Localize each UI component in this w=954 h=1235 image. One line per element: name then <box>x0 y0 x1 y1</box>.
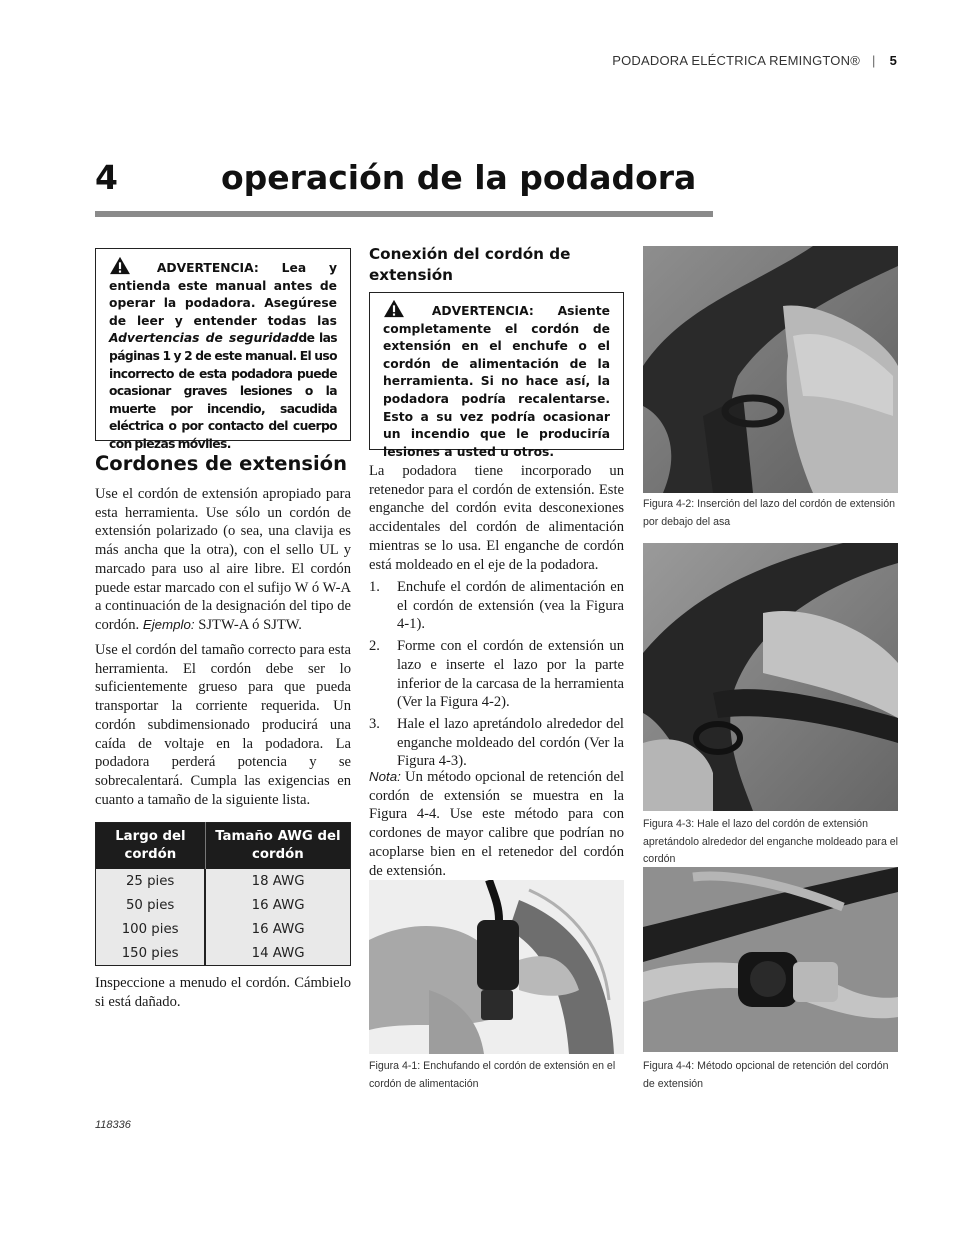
step-text: Forme con el cordón de extensión un lazo e inserte el lazo por la parte inferior de la carcasa de la herramienta (Ver la Figura 4-2). <box>397 638 624 711</box>
table-cell-length: 150 pies <box>96 941 206 966</box>
warning-text: Lea y entienda este manual antes de operar la podadora. Asegúrese de leer y entender todas las <box>109 261 338 328</box>
example-text: SJTW-A ó SJTW. <box>198 616 302 633</box>
table-row <box>96 869 351 893</box>
table-header-length: Largo del cordón <box>96 823 206 870</box>
warning-text-cont: de las páginas 1 y 2 de este manual. El uso incorrecto de esta podadora puede ocasionar graves lesiones o la muerte por incendio, sacudida eléctrica o por contacto del cuerpo con piezas móviles. <box>109 331 338 451</box>
paragraph-text: Use el cordón de extensión apropiado para esta herramienta. Use sólo un cordón de extensión polarizado (o sea, una clavija es más ancha que la otra), con el sello UL y marcado para uso al aire libre. El cordón puede estar marcado con el sufijo W ó W-A a continuación de la designación del tipo de cordón. <box>95 486 351 633</box>
figure-4-4-caption: Figura 4-4: Método opcional de retención del cordón de extensión <box>643 1060 889 1090</box>
page-number: 5 <box>889 53 897 68</box>
paragraph-note <box>369 768 624 880</box>
figure-4-3-photo <box>643 543 898 811</box>
section-heading-cordones: Cordones de extensión <box>95 452 347 475</box>
chapter-title-text: operación de la podadora <box>221 158 697 197</box>
document-number: 118336 <box>95 1119 131 1131</box>
paragraph-retainer-intro: La podadora tiene incorporado un retenedor para el cordón de extensión. Este enganche del cordón evita desconexiones accidentales del cordón de alimentación mientras se lo usa. El enganche de cordón está moldeado en el eje de la podadora. <box>369 463 624 573</box>
chapter-rule <box>95 211 713 217</box>
table-row <box>96 893 351 917</box>
warning-box-connection <box>369 292 624 459</box>
table-header-awg: Tamaño AWG del cordón <box>205 823 350 870</box>
list-item <box>369 578 624 634</box>
note-text: Un método opcional de retención del cordón de extensión se muestra en la Figura 4-4. Use este método para con cordones de mayor calibre que podrían no acoplarse bien en el retenedor del cordón de extensión. <box>369 769 625 879</box>
step-number: 1. <box>369 579 380 595</box>
steps-list <box>369 578 624 774</box>
figure-4-4-photo <box>643 867 898 1052</box>
step-text: Hale el lazo apretándolo alrededor del enganche moldeado del cordón (Ver la Figura 4-3). <box>397 715 624 770</box>
step-number: 3. <box>369 715 380 732</box>
cord-size-table <box>95 822 351 966</box>
running-title: PODADORA ELÉCTRICA REMINGTON® <box>612 53 860 68</box>
paragraph-cord-size: Use el cordón del tamaño correcto para esta herramienta. El cordón debe ser lo suficientemente grueso para que pueda transportar la corriente requerida. Un cordón subdimensionado producirá una caída de voltaje en la podadora. La podadora perderá potencia y se sobrecalentará. Cumpla las exigencias en cuanto a tamaño de la siguiente lista. <box>95 642 351 808</box>
table-cell-length: 25 pies <box>96 869 206 893</box>
table-cell-length: 50 pies <box>96 893 206 917</box>
table-cell-awg: 16 AWG <box>205 893 350 917</box>
note-label: Nota: <box>369 769 401 784</box>
figure-4-2-photo <box>643 246 898 493</box>
warning-text: Asiente completamente el cordón de extensión en el enchufe o el cordón de alimentación de la herramienta. Si no hace así, la podadora podría recalentarse. Esto a su vez podría ocasionar un incendio que le produciría lesiones a usted u otros. <box>383 304 610 459</box>
warning-label: ADVERTENCIA: <box>431 304 534 318</box>
figure-4-1-caption: Figura 4-1: Enchufando el cordón de extensión en el cordón de alimentación <box>369 1060 616 1090</box>
table-cell-awg: 16 AWG <box>205 917 350 941</box>
paragraph-inspect: Inspeccione a menudo el cordón. Cámbielo si está dañado. <box>95 975 351 1010</box>
table-header-row <box>96 823 351 870</box>
paragraph-cord-type <box>95 485 351 635</box>
chapter-number: 4 <box>95 158 118 197</box>
step-text: Enchufe el cordón de alimentación en el cordón de extensión (vea la Figura 4-1). <box>397 579 624 633</box>
figure-4-3-caption: Figura 4-3: Hale el lazo del cordón de extensión apretándolo alrededor del enganche moldeado para el cordón <box>643 818 899 865</box>
figure-4-2-caption: Figura 4-2: Inserción del lazo del cordón de extensión por debajo del asa <box>643 498 896 528</box>
running-header <box>612 53 897 68</box>
example-label: Ejemplo: <box>142 616 195 632</box>
step-number: 2. <box>369 638 380 655</box>
list-item <box>369 637 624 712</box>
warning-italic-ref: Advertencias de seguridad <box>109 331 299 346</box>
warning-label: ADVERTENCIA: <box>156 261 259 275</box>
table-row <box>96 941 351 966</box>
header-separator: | <box>871 53 876 68</box>
warning-icon <box>109 256 131 275</box>
warning-box-manual <box>95 248 351 451</box>
table-cell-awg: 14 AWG <box>205 941 350 966</box>
table-row <box>96 917 351 941</box>
list-item <box>369 715 624 771</box>
table-cell-awg: 18 AWG <box>205 869 350 893</box>
table-cell-length: 100 pies <box>96 917 206 941</box>
warning-icon <box>383 299 405 318</box>
section-heading-conexion: Conexión del cordón de extensión <box>369 245 571 284</box>
chapter-title <box>95 158 715 197</box>
figure-4-1-photo <box>369 880 624 1054</box>
